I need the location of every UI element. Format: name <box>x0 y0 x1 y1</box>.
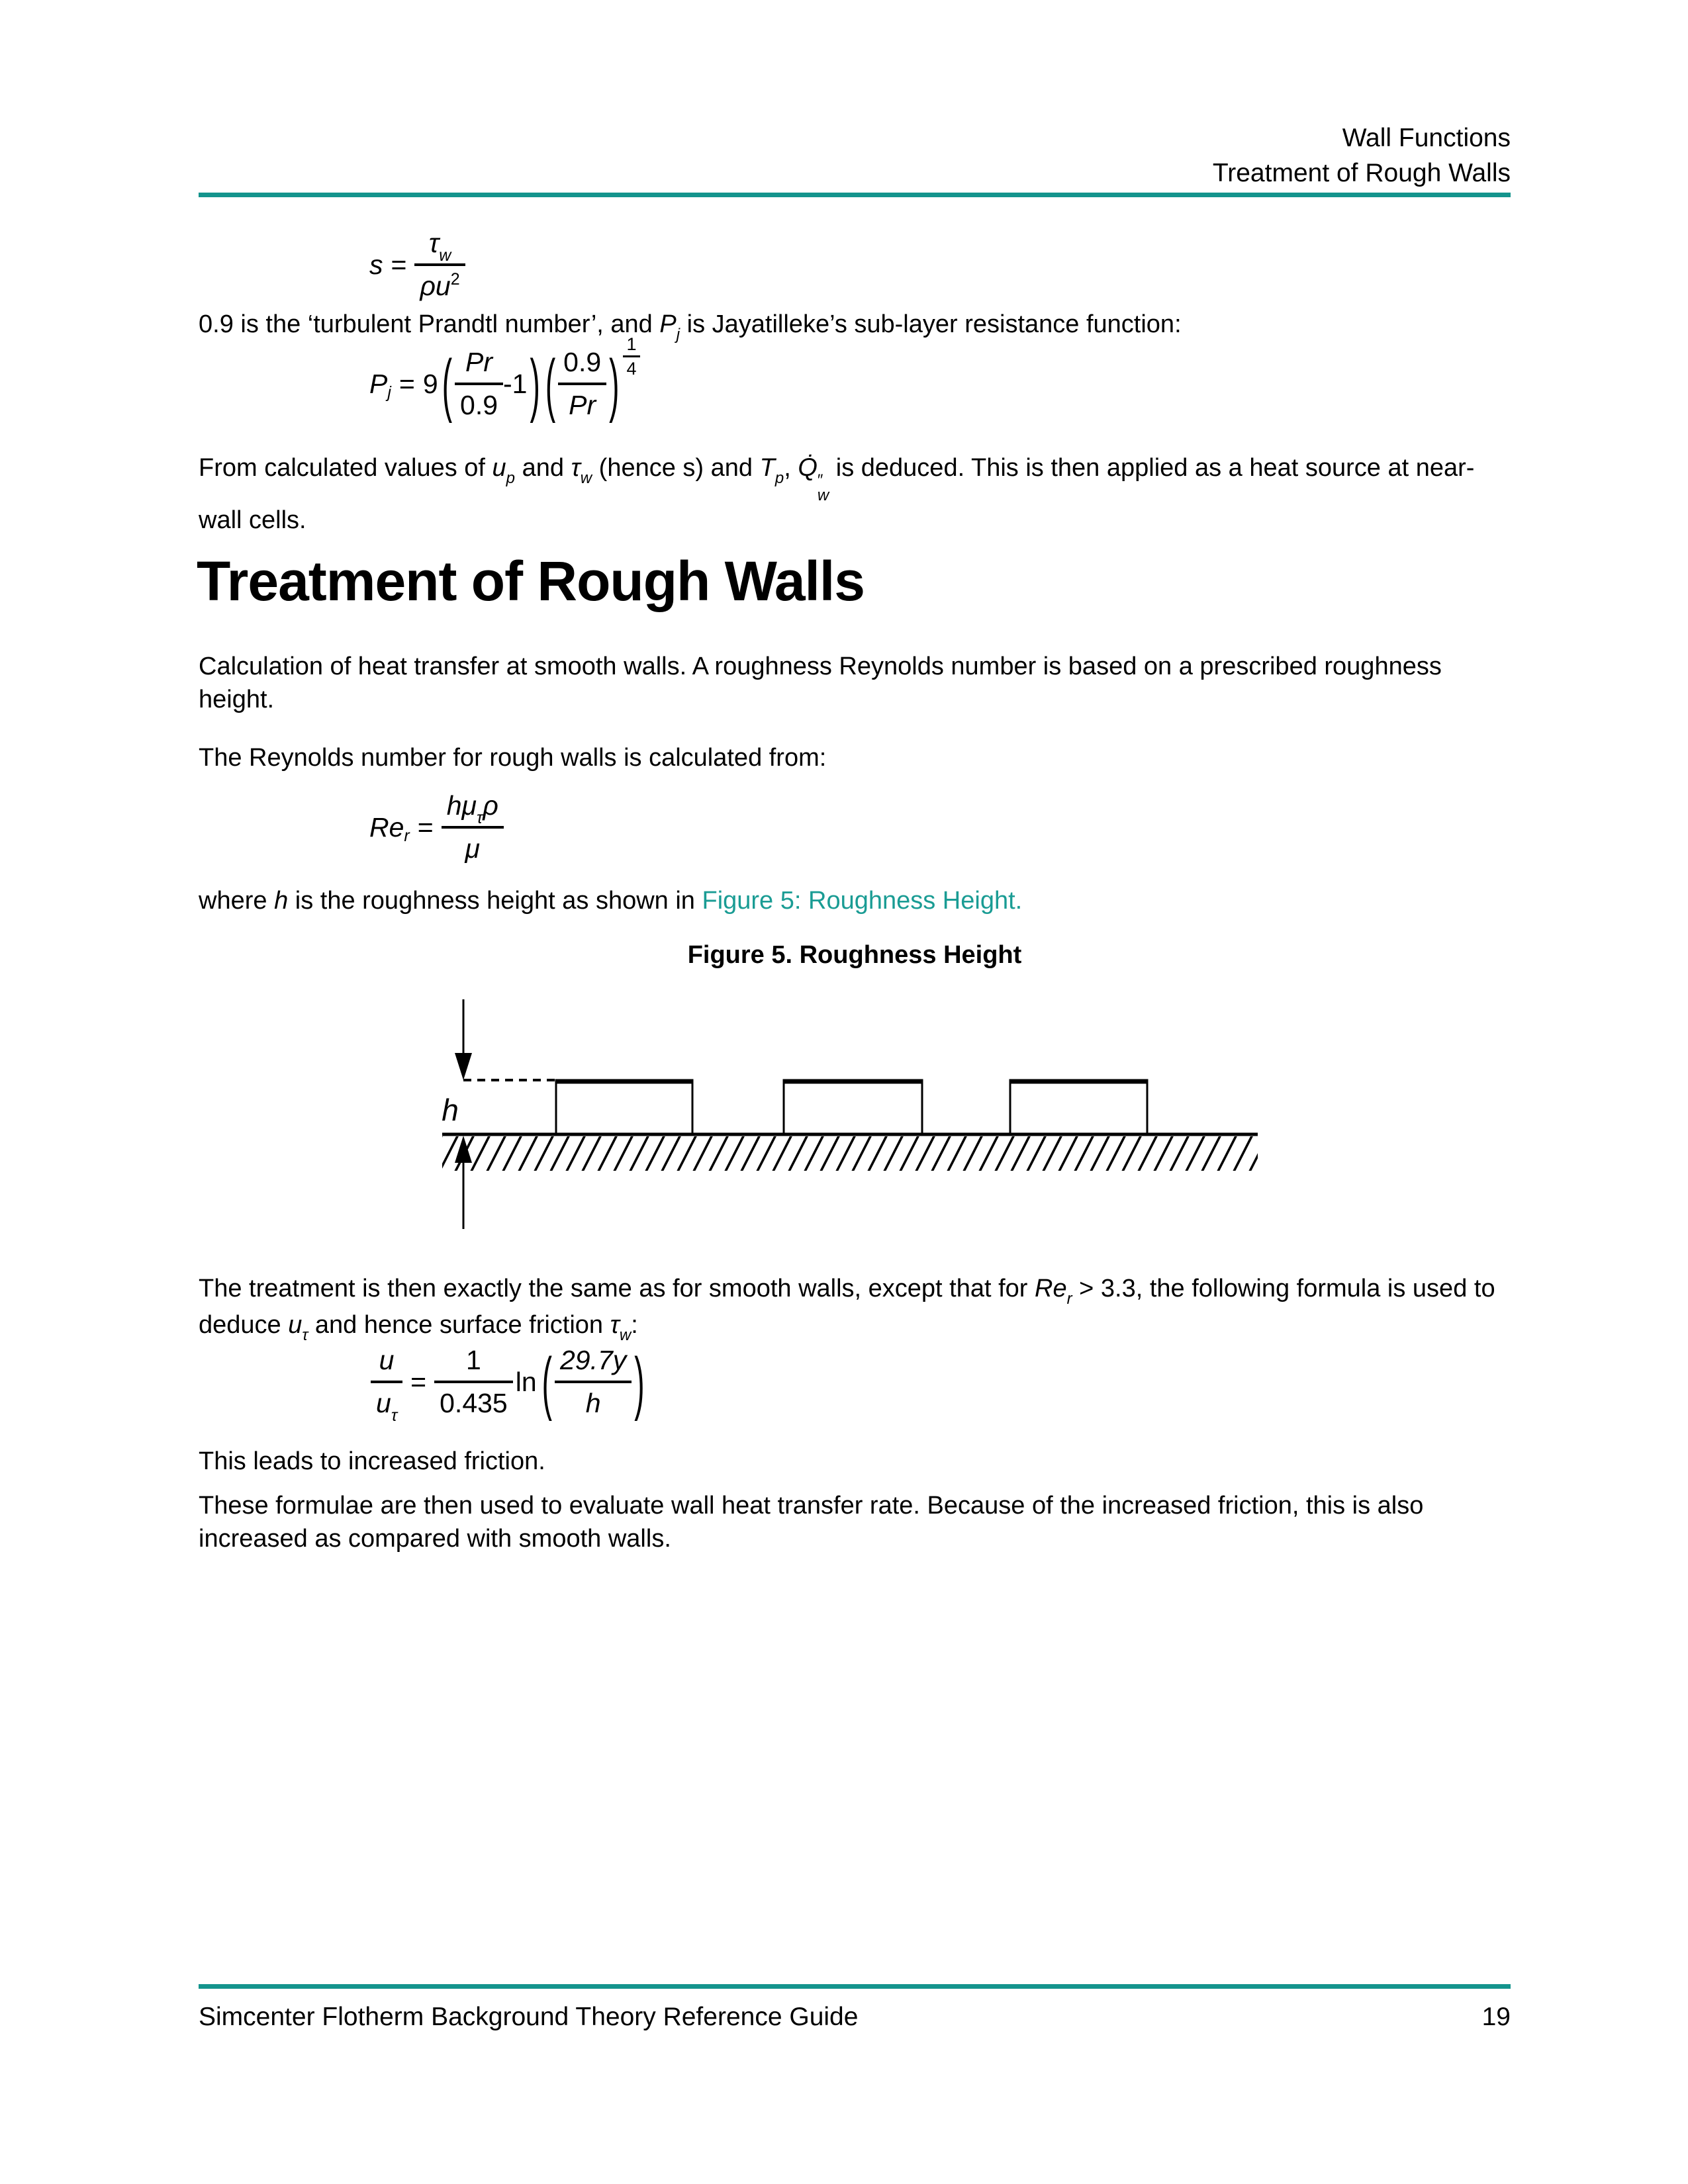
var-Qdot-sub: w <box>817 486 829 504</box>
paragraph-prandtl <box>199 308 1513 344</box>
page-footer <box>199 2003 1511 2032</box>
equation-s <box>369 226 465 303</box>
wall-hatching <box>442 1136 1258 1171</box>
eq-s-den: ρu <box>420 271 451 302</box>
paragraph-prandtl-text-2: is Jayatilleke’s sub-layer resistance function: <box>680 310 1182 338</box>
var-P: P <box>659 310 677 338</box>
footer-page-number: 19 <box>1481 2003 1511 2031</box>
eq-re-num-sub: τ <box>476 809 483 827</box>
from-values-text-2: and <box>515 454 571 482</box>
eq-u-lhs-fraction <box>371 1343 402 1426</box>
eq-pj-f2-den: Pr <box>569 390 596 421</box>
eq-re-equals: = <box>417 811 434 842</box>
paragraph-where <box>199 884 1513 917</box>
equation-re <box>369 789 504 866</box>
eq-pj-equals: = <box>399 368 415 399</box>
eq-re-fraction <box>442 789 504 866</box>
eq-re-lhs-sub: r <box>404 826 410 845</box>
header-rule <box>199 193 1511 197</box>
eq-u-ln: ln <box>515 1366 537 1397</box>
eq-u-close-paren: ) <box>634 1342 645 1422</box>
header-chapter: Wall Functions <box>1342 124 1511 152</box>
open-paren-1: ( <box>442 344 453 424</box>
var-tauw: τ <box>610 1311 620 1339</box>
var-Qdot-sup: ″ <box>817 471 823 489</box>
paragraph-friction: This leads to increased friction. <box>199 1447 545 1475</box>
eq-re-den: μ <box>465 833 480 864</box>
treatment-text-1: The treatment is then exactly the same as for smooth walls, except that for <box>199 1275 1035 1302</box>
var-Re-sub: r <box>1066 1290 1072 1308</box>
eq-pj-f1-den: 0.9 <box>460 390 498 421</box>
eq-pj-minus-one: -1 <box>503 368 528 399</box>
roughness-block-3 <box>1010 1080 1147 1134</box>
footer-rule <box>199 1984 1511 1989</box>
var-tauw-sub: w <box>619 1326 632 1344</box>
close-paren-2: ) <box>609 344 620 424</box>
from-values-text-1: From calculated values of <box>199 454 492 482</box>
eq-pj-lhs-sub: j <box>387 383 391 402</box>
roughness-block-1 <box>556 1080 692 1134</box>
eq-re-lhs: Re <box>369 811 404 842</box>
paragraph-treatment <box>199 1272 1513 1345</box>
var-utau-sub: τ <box>302 1326 308 1344</box>
eq-pj-exp-den: 4 <box>626 359 637 379</box>
where-text-1: where <box>199 887 275 915</box>
height-label: h <box>442 1093 459 1127</box>
var-u: u <box>492 454 506 482</box>
eq-u-f2-num: 29.7y <box>555 1343 632 1383</box>
figure-link[interactable]: Figure 5: Roughness Height. <box>702 887 1023 915</box>
eq-pj-fraction-1 <box>455 345 503 422</box>
eq-s-num: τ <box>428 228 440 258</box>
eq-pj-exponent <box>623 335 639 379</box>
eq-u-f2-den: h <box>585 1388 601 1419</box>
var-Re: Re <box>1035 1275 1067 1302</box>
eq-pj-lhs: P <box>369 368 388 399</box>
eq-s-lhs: s <box>369 249 383 280</box>
eq-s-fraction <box>414 226 465 303</box>
paragraph-formulae: These formulae are then used to evaluate wall heat transfer rate. Because of the increased friction, this is also increased as compared with smooth walls. <box>199 1492 1424 1553</box>
treatment-text-3: and hence surface friction <box>308 1311 610 1339</box>
where-text-2: is the roughness height as shown in <box>288 887 702 915</box>
paragraph-from-values <box>199 451 1513 537</box>
arrowhead-down-icon <box>455 1053 472 1080</box>
var-tau-sub: w <box>580 469 592 487</box>
page-header <box>1213 120 1511 191</box>
var-Qdot-supsub <box>818 473 829 504</box>
eq-u-fraction-2 <box>555 1343 632 1420</box>
eq-u-lhs-den-sub: τ <box>391 1406 398 1426</box>
var-h: h <box>274 887 289 915</box>
eq-re-num-1: hμ <box>446 790 477 821</box>
section-heading: Treatment of Rough Walls <box>197 550 865 612</box>
eq-u-fraction-1 <box>434 1343 513 1420</box>
roughness-figure <box>397 989 1291 1248</box>
var-utau: u <box>288 1311 303 1339</box>
eq-pj-exp-num: 1 <box>623 335 639 357</box>
eq-u-lhs-num: u <box>371 1343 402 1383</box>
eq-re-num-2: ρ <box>483 790 498 821</box>
var-Qdot: Q̇ <box>798 454 818 482</box>
eq-u-f1-num: 1 <box>434 1343 513 1383</box>
paragraph-reynolds: The Reynolds number for rough walls is calculated from: <box>199 744 827 772</box>
eq-pj-f1-num: Pr <box>455 345 503 385</box>
var-P-sub: j <box>676 326 680 343</box>
treatment-text-4: : <box>631 1311 638 1339</box>
paragraph-calculation: Calculation of heat transfer at smooth walls. A roughness Reynolds number is based on a prescribed roughness height. <box>199 653 1442 713</box>
from-values-text-3: (hence s) and <box>592 454 760 482</box>
from-values-text-5: is deduced. This is then applied as a heat source at near-wall cells. <box>199 454 1475 534</box>
eq-u-equals: = <box>410 1366 427 1397</box>
eq-u-lhs-den: u <box>376 1388 391 1419</box>
eq-s-num-sub: w <box>439 246 451 265</box>
roughness-block-2 <box>784 1080 922 1134</box>
var-T: T <box>759 454 775 482</box>
eq-pj-fraction-2 <box>558 345 606 422</box>
paragraph-prandtl-text-1: 0.9 is the ‘turbulent Prandtl number’, and <box>199 310 660 338</box>
figure-caption: Figure 5. Roughness Height <box>687 941 1022 969</box>
var-tau: τ <box>571 454 581 482</box>
eq-u-f1-den: 0.435 <box>440 1388 508 1419</box>
equation-u <box>371 1342 647 1426</box>
open-paren-2: ( <box>545 344 556 424</box>
treatment-text-2: > 3.3, the following formula is used to deduce <box>199 1275 1495 1339</box>
from-values-text-4: , <box>784 454 798 482</box>
eq-u-open-paren: ( <box>541 1342 552 1422</box>
equation-pj <box>369 334 640 424</box>
var-T-sub: p <box>774 469 784 487</box>
eq-pj-coefficient: 9 <box>422 368 438 399</box>
eq-s-den-exp: 2 <box>450 270 460 289</box>
close-paren-1: ) <box>530 344 540 424</box>
footer-title: Simcenter Flotherm Background Theory Reference Guide <box>199 2003 859 2031</box>
header-section: Treatment of Rough Walls <box>1212 159 1511 187</box>
eq-pj-f2-num: 0.9 <box>558 345 606 385</box>
eq-s-equals: = <box>391 249 407 280</box>
var-u-sub: p <box>506 469 516 487</box>
